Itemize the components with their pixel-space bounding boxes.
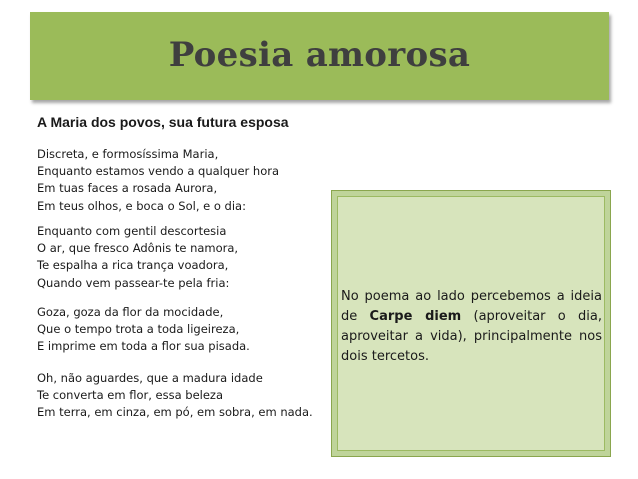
note-text-part1: No poema ao lado percebemos a ideia de <box>341 289 602 324</box>
note-text-part2: (aproveitar o dia, aproveitar a vida), principalmente nos dois tercetos. <box>341 309 602 364</box>
poem-stanza-1 <box>37 146 279 215</box>
poem-line: Em terra, em cinza, em pó, em sobra, em nada. <box>37 405 313 420</box>
note-text <box>341 287 602 367</box>
poem-line: E imprime em toda a flor sua pisada. <box>37 339 250 354</box>
slide-title: Poesia amorosa <box>168 35 471 75</box>
note-emphasis: Carpe diem <box>369 309 462 324</box>
poem-line: Discreta, e formosíssima Maria, <box>37 147 219 161</box>
poem-line: Goza, goza da flor da mocidade, <box>37 305 224 319</box>
poem-line: Enquanto com gentil descortesia <box>37 224 227 238</box>
poem-line: Em teus olhos, e boca o Sol, e o dia: <box>37 198 246 213</box>
poem-stanza-3 <box>37 304 250 356</box>
poem-line: Que o tempo trota a toda ligeireza, <box>37 322 240 337</box>
title-banner <box>30 12 609 100</box>
poem-line: O ar, que fresco Adônis te namora, <box>37 241 239 256</box>
poem-stanza-4 <box>37 370 313 422</box>
poem-line: Oh, não aguardes, que a madura idade <box>37 371 263 385</box>
poem-line: Quando vem passear-te pela fria: <box>37 275 230 290</box>
poem-line: Enquanto estamos vendo a qualquer hora <box>37 164 280 179</box>
poem-stanza-2 <box>37 223 238 292</box>
poem-heading: A Maria dos povos, sua futura esposa <box>37 114 289 130</box>
poem-line: Te espalha a rica trança voadora, <box>37 258 229 273</box>
poem-line: Te converta em flor, essa beleza <box>37 388 224 403</box>
poem-line: Em tuas faces a rosada Aurora, <box>37 181 218 196</box>
note-box <box>331 190 611 457</box>
